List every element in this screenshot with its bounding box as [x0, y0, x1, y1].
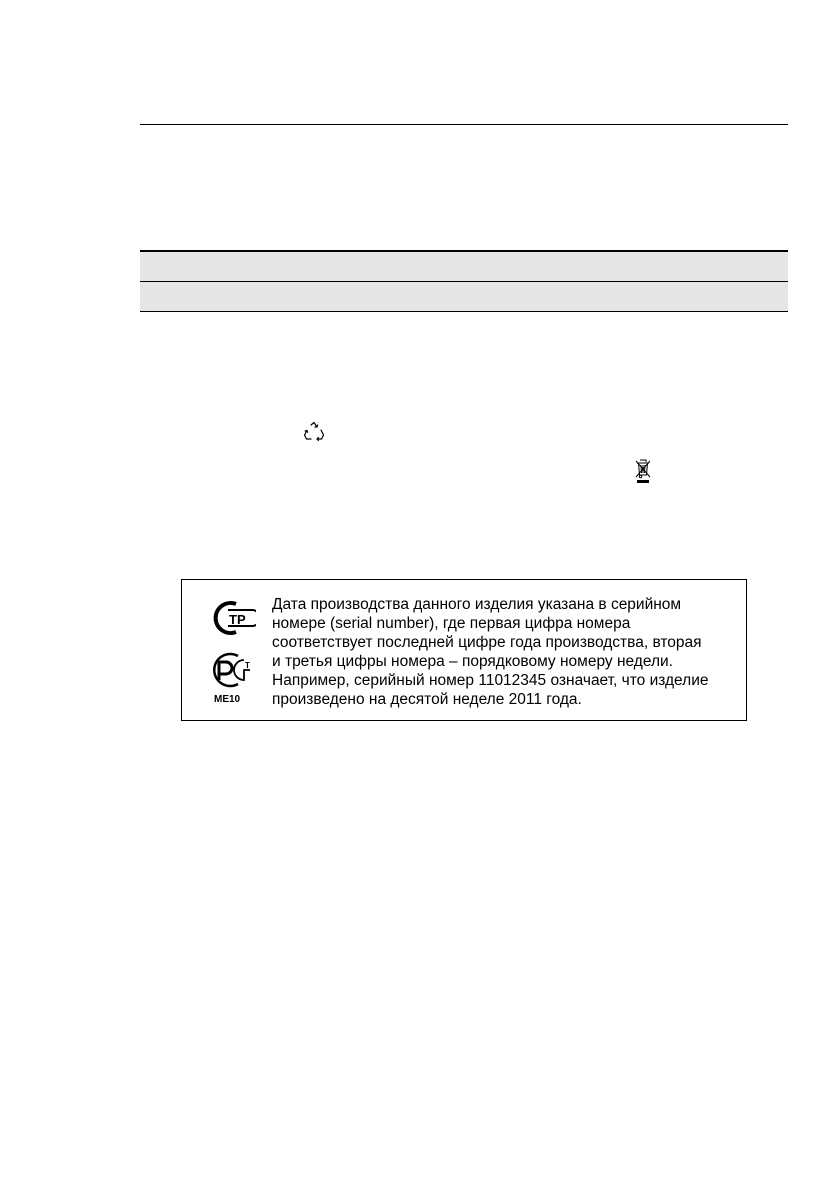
table-row	[140, 282, 788, 312]
note-line: Дата производства данного изделия указана в серийном	[272, 596, 682, 613]
certificate-box	[181, 579, 747, 721]
eac-tr-logo	[206, 598, 256, 638]
gost-r-logo	[206, 650, 256, 690]
svg-text:ТР: ТР	[229, 612, 246, 627]
certification-mark-code: ME10	[214, 694, 241, 705]
note-line: номере (serial number), где первая цифра номера	[272, 615, 631, 632]
note-line: соответствует последней цифре года производства, вторая	[272, 634, 702, 651]
note-line: произведено на десятой неделе 2011 года.	[272, 691, 582, 708]
note-line: Например, серийный номер 11012345 означает, что изделие	[272, 672, 709, 689]
note-line: и третья цифры номера – порядковому номеру недели.	[272, 653, 673, 670]
empty-table	[140, 250, 788, 312]
header-rule	[140, 124, 788, 125]
recycle-icon	[302, 421, 326, 445]
table-row	[140, 250, 788, 282]
production-date-note	[272, 595, 742, 709]
crossed-bin-icon	[634, 458, 652, 486]
svg-text:Т: Т	[245, 661, 250, 670]
